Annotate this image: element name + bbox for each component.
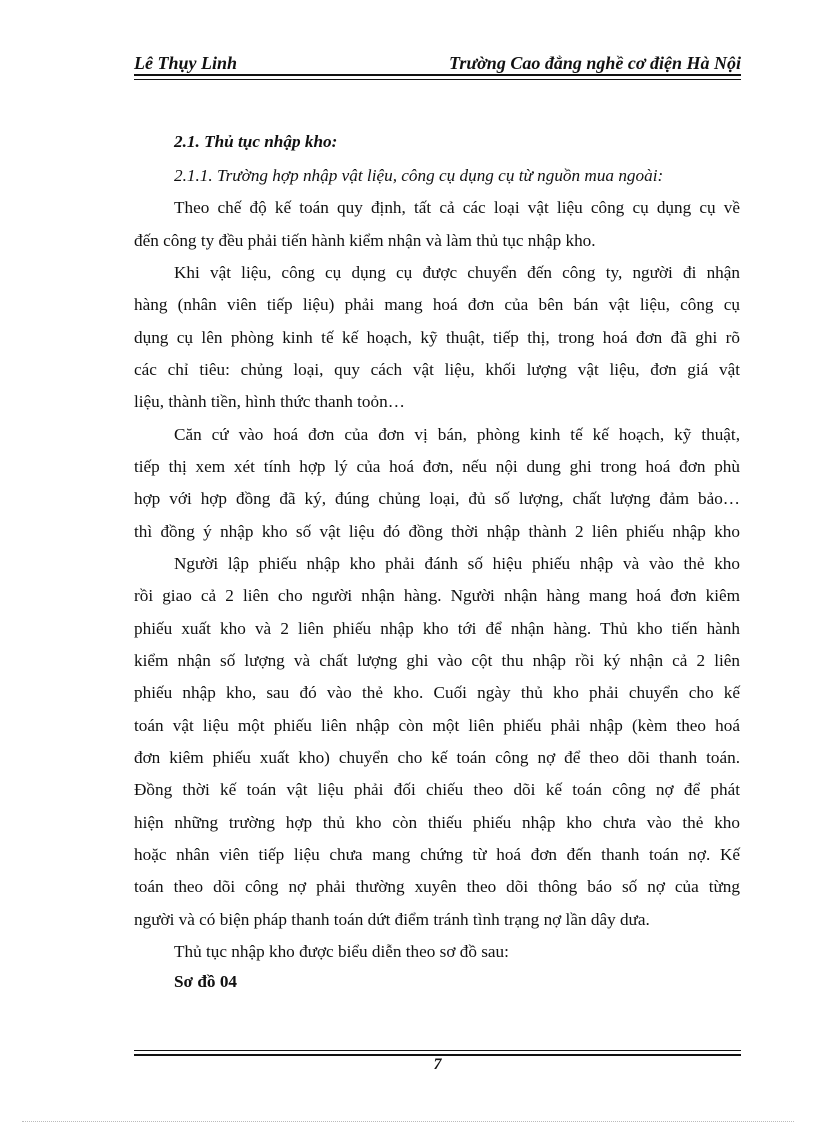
header-bar (134, 48, 741, 74)
paragraph-line: đơn kiêm phiếu xuất kho) chuyển cho kế toán công nợ để theo dõi thanh toán. (134, 748, 740, 767)
paragraph-line: hàng (nhân viên tiếp liệu) phải mang hoá đơn của bên bán vật liệu, công cụ (134, 295, 740, 314)
subsection-title: 2.1.1. Trường hợp nhập vật liệu, công cụ dụng cụ từ nguồn mua ngoài: (174, 166, 664, 185)
paragraph-line: thì đồng ý nhập kho số vật liệu đó đồng thời nhập thành 2 liên phiếu nhập kho (134, 522, 740, 541)
paragraph-line: Đồng thời kế toán vật liệu phải đối chiếu theo dõi kế toán công nợ để phát (134, 780, 740, 799)
paragraph-line: hợp với hợp đồng đã ký, đúng chủng loại, đủ số lượng, chất lượng đảm bảo… (134, 489, 740, 508)
paragraph-line: liệu, thành tiền, hình thức thanh toỏn… (134, 392, 405, 411)
paragraph-line: đến công ty đều phải tiến hành kiểm nhận và làm thủ tục nhập kho. (134, 231, 596, 250)
header-school: Trường Cao đẳng nghề cơ điện Hà Nội (449, 53, 741, 73)
section-title: 2.1. Thủ tục nhập kho: (174, 132, 338, 151)
diagram-label: Sơ đồ 04 (174, 972, 238, 991)
paragraph-line: các chỉ tiêu: chủng loại, quy cách vật liệu, khối lượng vật liệu, đơn giá vật (134, 360, 740, 379)
paragraph-line: dụng cụ lên phòng kinh tế kế hoạch, kỹ thuật, tiếp thị, trong hoá đơn đã ghi rõ (134, 328, 740, 347)
paragraph-line: tiếp thị xem xét tính hợp lý của hoá đơn, nếu nội dung ghi trong hoá đơn phù (134, 457, 740, 476)
paragraph-line: kiểm nhận số lượng và chất lượng ghi vào cột thu nhập rồi ký nhận cả 2 liên (134, 651, 740, 670)
page-number: 7 (433, 1056, 442, 1073)
page-edge-divider (22, 1121, 794, 1122)
header-rule-thin (134, 79, 741, 80)
paragraph-line: phiếu nhập kho, sau đó vào thẻ kho. Cuối ngày thủ kho phải chuyển cho kế (134, 683, 740, 702)
paragraph-line: người và có biện pháp thanh toán dứt điểm tránh tình trạng nợ lần dây dưa. (134, 910, 650, 929)
paragraph-line: toán vật liệu một phiếu liên nhập còn một liên phiếu phải nhập (kèm theo hoá (134, 716, 740, 735)
header-rule-thick (134, 74, 741, 76)
paragraph-line: hiện những trường hợp thủ kho còn thiếu phiếu nhập kho chưa vào thẻ kho (134, 813, 740, 832)
paragraph-line: Khi vật liệu, công cụ dụng cụ được chuyển đến công ty, người đi nhận (174, 263, 740, 282)
paragraph-line: Thủ tục nhập kho được biểu diễn theo sơ đồ sau: (174, 942, 509, 961)
paragraph-line: rồi giao cả 2 liên cho người nhận hàng. Người nhận hàng mang hoá đơn kiêm (134, 586, 740, 605)
paragraph-line: Căn cứ vào hoá đơn của đơn vị bán, phòng kinh tế kế hoạch, kỹ thuật, (174, 425, 740, 444)
paragraph-line: Theo chế độ kế toán quy định, tất cả các loại vật liệu công cụ dụng cụ về (174, 198, 740, 217)
paragraph-line: toán theo dõi công nợ phải thường xuyên theo dõi thông báo số nợ của từng (134, 877, 740, 896)
footer-rule-thin (134, 1050, 741, 1051)
header-author: Lê Thụy Linh (134, 53, 238, 73)
paragraph-line: phiếu xuất kho và 2 liên phiếu nhập kho tới để nhận hàng. Thủ kho tiến hành (134, 619, 740, 638)
paragraph-line: Người lập phiếu nhập kho phải đánh số hiệu phiếu nhập và vào thẻ kho (174, 554, 740, 573)
paragraph-line: hoặc nhân viên tiếp liệu chưa mang chứng từ hoá đơn đến thanh toán nợ. Kế (134, 845, 740, 864)
